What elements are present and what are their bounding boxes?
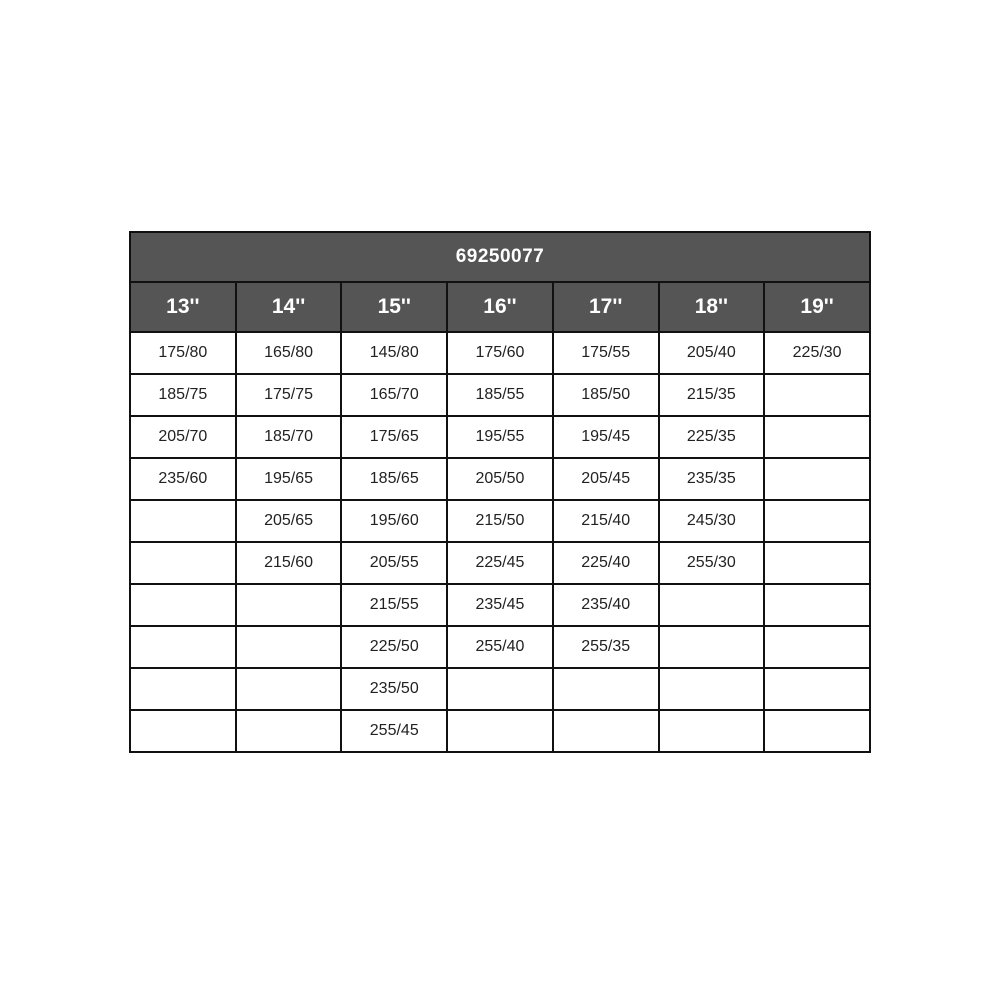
table-cell xyxy=(130,710,236,752)
table-cell xyxy=(764,458,870,500)
table-cell: 225/35 xyxy=(659,416,765,458)
table-cell xyxy=(236,626,342,668)
table-cell: 205/70 xyxy=(130,416,236,458)
table-row xyxy=(130,668,870,710)
table-cell xyxy=(130,584,236,626)
table-cell: 235/60 xyxy=(130,458,236,500)
column-header: 15'' xyxy=(341,282,447,332)
table-cell xyxy=(764,416,870,458)
table-cell xyxy=(447,668,553,710)
table-cell: 215/55 xyxy=(341,584,447,626)
table-cell xyxy=(236,710,342,752)
column-header: 14'' xyxy=(236,282,342,332)
table-row xyxy=(130,374,870,416)
table-title-row xyxy=(130,232,870,282)
table-cell: 145/80 xyxy=(341,332,447,374)
table-cell: 235/45 xyxy=(447,584,553,626)
table-row xyxy=(130,542,870,584)
table-cell: 235/40 xyxy=(553,584,659,626)
table-cell xyxy=(659,710,765,752)
table-cell: 225/45 xyxy=(447,542,553,584)
table-cell: 225/40 xyxy=(553,542,659,584)
table-cell: 245/30 xyxy=(659,500,765,542)
table-cell: 175/60 xyxy=(447,332,553,374)
table-cell: 215/60 xyxy=(236,542,342,584)
table-row xyxy=(130,584,870,626)
table-cell: 195/60 xyxy=(341,500,447,542)
table-cell: 205/65 xyxy=(236,500,342,542)
table-cell xyxy=(130,626,236,668)
table-cell: 185/75 xyxy=(130,374,236,416)
table-cell: 195/45 xyxy=(553,416,659,458)
column-header: 17'' xyxy=(553,282,659,332)
table-cell: 225/50 xyxy=(341,626,447,668)
table-cell xyxy=(659,626,765,668)
table-cell xyxy=(553,668,659,710)
table-cell: 255/35 xyxy=(553,626,659,668)
table-cell: 205/55 xyxy=(341,542,447,584)
tire-size-table xyxy=(129,231,871,753)
table-title: 69250077 xyxy=(130,232,870,282)
table-cell: 235/50 xyxy=(341,668,447,710)
table-cell xyxy=(764,626,870,668)
table-cell: 165/80 xyxy=(236,332,342,374)
table-cell: 215/40 xyxy=(553,500,659,542)
table-cell: 175/75 xyxy=(236,374,342,416)
table-cell: 195/65 xyxy=(236,458,342,500)
table-cell: 215/50 xyxy=(447,500,553,542)
table-cell: 255/30 xyxy=(659,542,765,584)
table-cell xyxy=(764,584,870,626)
table-cell: 185/50 xyxy=(553,374,659,416)
table-cell: 165/70 xyxy=(341,374,447,416)
column-header-row xyxy=(130,282,870,332)
table-cell xyxy=(130,542,236,584)
table-cell xyxy=(659,584,765,626)
table-cell xyxy=(130,668,236,710)
table-cell xyxy=(553,710,659,752)
table-cell: 185/70 xyxy=(236,416,342,458)
table-cell: 175/55 xyxy=(553,332,659,374)
table-cell xyxy=(764,542,870,584)
table-cell: 255/40 xyxy=(447,626,553,668)
table-cell: 205/50 xyxy=(447,458,553,500)
table-cell: 235/35 xyxy=(659,458,765,500)
table-row xyxy=(130,458,870,500)
table-row xyxy=(130,332,870,374)
table-cell: 215/35 xyxy=(659,374,765,416)
table-row xyxy=(130,710,870,752)
table-row xyxy=(130,416,870,458)
table-body xyxy=(130,332,870,752)
table-cell: 225/30 xyxy=(764,332,870,374)
table-row xyxy=(130,626,870,668)
table-cell: 255/45 xyxy=(341,710,447,752)
table-cell: 185/65 xyxy=(341,458,447,500)
table-cell xyxy=(764,374,870,416)
column-header: 13'' xyxy=(130,282,236,332)
table-cell: 185/55 xyxy=(447,374,553,416)
column-header: 18'' xyxy=(659,282,765,332)
table-cell: 195/55 xyxy=(447,416,553,458)
table-cell xyxy=(236,584,342,626)
column-header: 19'' xyxy=(764,282,870,332)
table-cell: 175/65 xyxy=(341,416,447,458)
table-cell: 175/80 xyxy=(130,332,236,374)
table-cell xyxy=(130,500,236,542)
table-cell: 205/45 xyxy=(553,458,659,500)
table-row xyxy=(130,500,870,542)
table-cell xyxy=(764,710,870,752)
column-header: 16'' xyxy=(447,282,553,332)
table-cell: 205/40 xyxy=(659,332,765,374)
table-cell xyxy=(236,668,342,710)
table-cell xyxy=(764,668,870,710)
table-cell xyxy=(447,710,553,752)
table-cell xyxy=(764,500,870,542)
table-cell xyxy=(659,668,765,710)
